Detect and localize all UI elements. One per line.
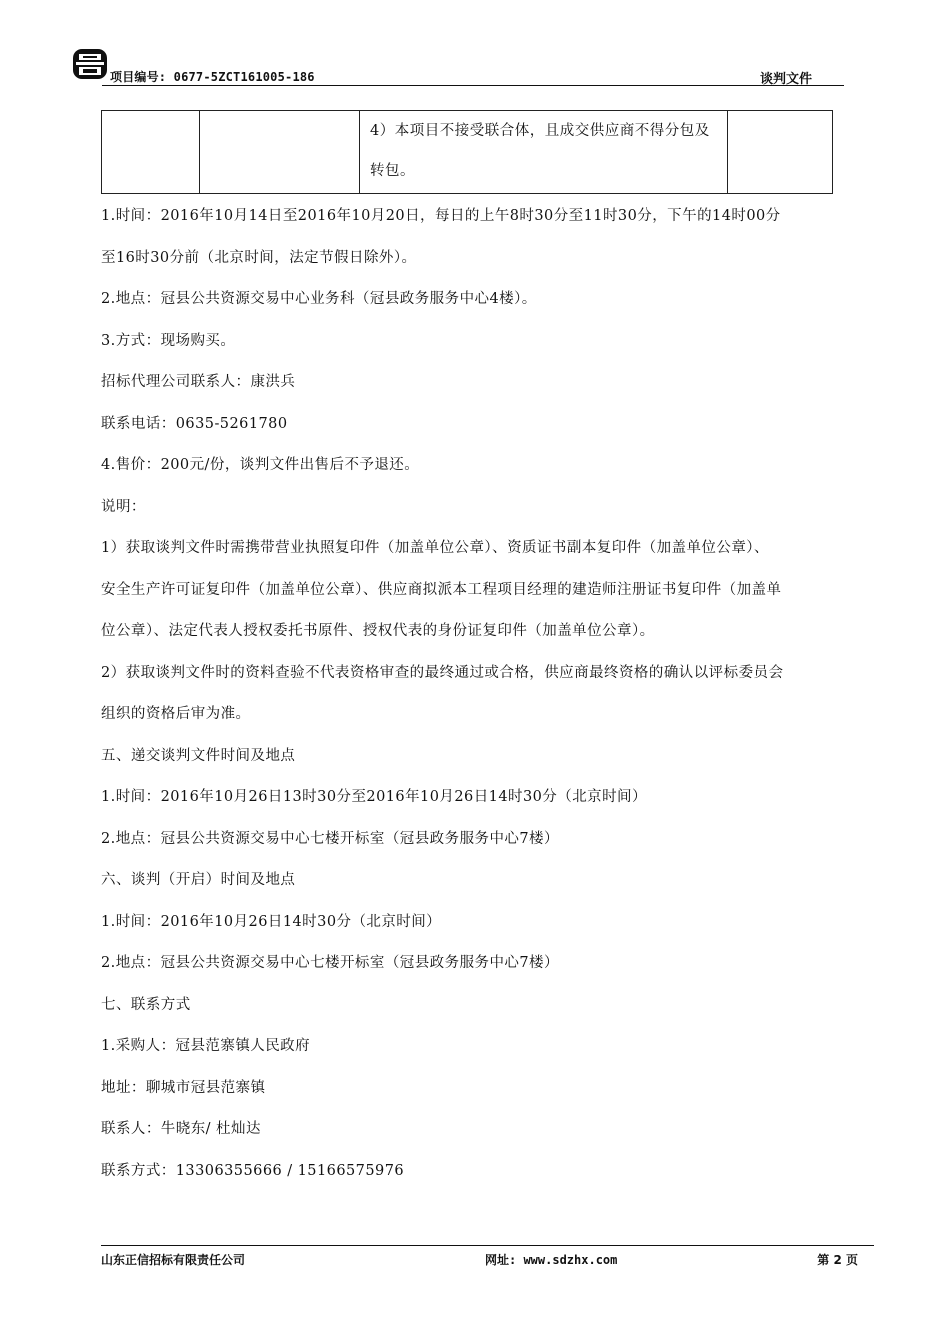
paragraph: 2.地点：冠县公共资源交易中心业务科（冠县政务服务中心4楼）。: [101, 291, 537, 307]
paragraph: 地址：聊城市冠县范寨镇: [101, 1079, 266, 1096]
paragraph: 安全生产许可证复印件（加盖单位公章）、供应商拟派本工程项目经理的建造师注册证书复印件（加盖单: [101, 581, 782, 598]
paragraph: 招标代理公司联系人：康洪兵: [101, 374, 296, 390]
paragraph: 联系人：牛晓东/ 杜灿达: [101, 1121, 261, 1137]
table-cell: [728, 111, 833, 194]
paragraph: 1.时间：2016年10月26日14时30分（北京时间）: [101, 913, 442, 930]
paragraph: 联系方式：13306355666 / 15166575976: [101, 1162, 405, 1179]
document-body: [101, 196, 879, 1192]
paragraph: 4.售价：200元/份，谈判文件出售后不予退还。: [101, 457, 420, 473]
page-number: 第 2 页: [817, 1253, 858, 1267]
paragraph: 位公章）、法定代表人授权委托书原件、授权代表的身份证复印件（加盖单位公章）。: [101, 623, 655, 639]
paragraph: 至16时30分前（北京时间，法定节假日除外）。: [101, 249, 417, 266]
table-cell-text: 4）本项目不接受联合体，且成交供应商不得分包及转包。: [370, 123, 710, 179]
paragraph: 2.地点：冠县公共资源交易中心七楼开标室（冠县政务服务中心7楼）: [101, 830, 559, 847]
footer-company: 山东正信招标有限责任公司: [101, 1253, 246, 1267]
page-footer: [101, 1245, 874, 1273]
footer-website: 网址: www.sdzhx.com: [485, 1253, 618, 1267]
table-cell: [102, 111, 200, 194]
paragraph: 3.方式：现场购买。: [101, 332, 236, 349]
paragraph: 说明：: [101, 498, 146, 515]
paragraph: 2.地点：冠县公共资源交易中心七楼开标室（冠县政务服务中心7楼）: [101, 955, 559, 971]
continued-table: [101, 110, 833, 194]
paragraph: 组织的资格后审为准。: [101, 706, 251, 722]
paragraph: 1.时间：2016年10月26日13时30分至2016年10月26日14时30分（北京时间）: [101, 789, 647, 805]
section-heading: 五、递交谈判文件时间及地点: [101, 747, 296, 764]
section-heading: 六、谈判（开启）时间及地点: [101, 872, 296, 888]
footer-divider: [101, 1245, 874, 1246]
table-row: [102, 111, 833, 194]
section-heading: 七、联系方式: [101, 996, 191, 1013]
table-cell: [360, 111, 728, 194]
paragraph: 2）获取谈判文件时的资料查验不代表资格审查的最终通过或合格，供应商最终资格的确认以评标委员会: [101, 664, 784, 681]
paragraph: 1.时间：2016年10月14日至2016年10月20日，每日的上午8时30分至11时30分，下午的14时00分: [101, 208, 781, 224]
header-divider: [102, 85, 844, 86]
paragraph: 联系电话：0635-5261780: [101, 415, 288, 432]
table-cell: [200, 111, 360, 194]
page-header: [72, 40, 844, 86]
paragraph: 1.采购人：冠县范寨镇人民政府: [101, 1038, 311, 1054]
project-number: 项目编号: 0677-5ZCT161005-186: [110, 70, 315, 84]
company-logo-icon: [72, 46, 108, 82]
document-type: 谈判文件: [759, 72, 812, 87]
paragraph: 1）获取谈判文件时需携带营业执照复印件（加盖单位公章）、资质证书副本复印件（加盖单位公章）、: [101, 540, 769, 556]
